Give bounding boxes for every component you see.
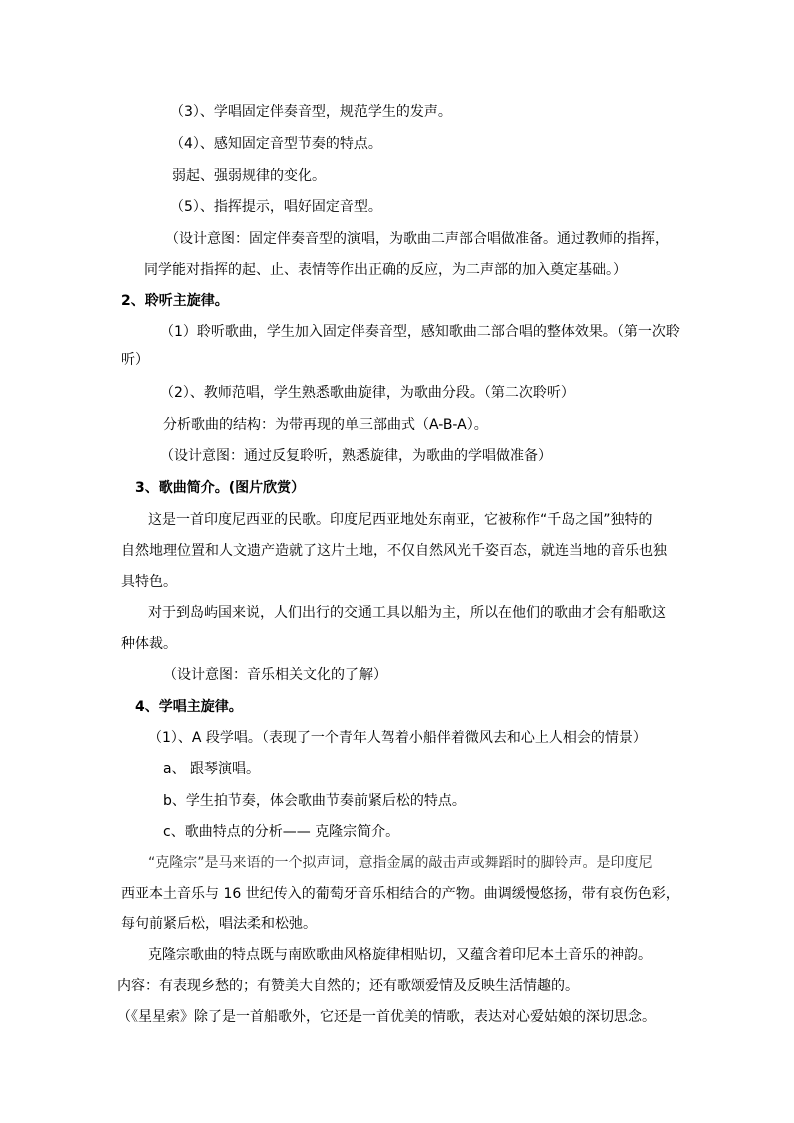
paragraph: “克隆宗”是马来语的一个拟声词，意指金属的敲击声或舞蹈时的脚铃声。是印度尼 [148,855,653,871]
paragraph: （2）、教师范唱，学生熟悉歌曲旋律，为歌曲分段。（第二次聆听） [160,385,575,401]
paragraph: 同学能对指挥的起、止、表情等作出正确的反应，为二声部的加入奠定基础。） [144,262,627,278]
paragraph: 内容：有表现乡愁的；有赞美大自然的；还有歌颂爱情及反映生活情趣的。 [117,978,579,994]
paragraph: 具特色。 [121,574,177,590]
paragraph: （设计意图：音乐相关文化的了解） [163,667,387,683]
paragraph: 克隆宗歌曲的特点既与南欧歌曲风格旋律相贴切，又蕴含着印尼本土音乐的神韵。 [148,947,652,963]
paragraph: 每句前紧后松，唱法柔和松弛。 [121,916,317,932]
paragraph: （设计意图：固定伴奏音型的演唱，为歌曲二声部合唱做准备。通过教师的指挥， [165,231,669,247]
paragraph: （5）、指挥提示，唱好固定音型。 [170,199,382,215]
paragraph: （3）、学唱固定伴奏音型，规范学生的发声。 [170,104,452,120]
paragraph: 种体裁。 [121,636,177,652]
paragraph: 自然地理位置和人文遗产造就了这片土地，不仅自然风光千姿百态，就连当地的音乐也独 [121,543,667,559]
section-heading: 3、歌曲简介。(图片欣赏） [135,480,306,496]
paragraph: （设计意图：通过反复聆听，熟悉旋律，为歌曲的学唱做准备） [160,448,552,464]
paragraph: 听） [121,352,149,368]
section-heading: 4、学唱主旋律。 [135,699,243,715]
paragraph: 分析歌曲的结构：为带再现的单三部曲式（A-B-A）。 [163,417,488,433]
paragraph: a、 跟琴演唱。 [163,761,261,777]
paragraph: （1）聆听歌曲，学生加入固定伴奏音型，感知歌曲二部合唱的整体效果。（第一次聆 [160,324,680,340]
paragraph: （1）、A 段学唱。（表现了一个青年人驾着小船伴着微风去和心上人相会的情景） [148,730,647,746]
paragraph: 西亚本土音乐与 16 世纪传入的葡萄牙音乐相结合的产物。曲调缓慢悠扬，带有哀伤色彩， [121,886,680,902]
section-heading: 2、聆听主旋律。 [121,293,229,309]
paragraph: （《星星索》除了是一首船歌外，它还是一首优美的情歌，表达对心爱姑娘的深切思念。 [117,1009,656,1025]
paragraph: 对于到岛屿国来说，人们出行的交通工具以船为主，所以在他们的歌曲才会有船歌这 [148,605,666,621]
paragraph: 这是一首印度尼西亚的民歌。印度尼西亚地处东南亚，它被称作“千岛之国”独特的 [148,512,653,528]
paragraph: b、学生拍节奏，体会歌曲节奏前紧后松的特点。 [163,793,466,809]
paragraph: 弱起、强弱规律的变化。 [172,168,326,184]
paragraph: c、歌曲特点的分析—— 克隆宗简介。 [163,824,400,840]
paragraph: （4）、感知固定音型节奏的特点。 [170,136,382,152]
